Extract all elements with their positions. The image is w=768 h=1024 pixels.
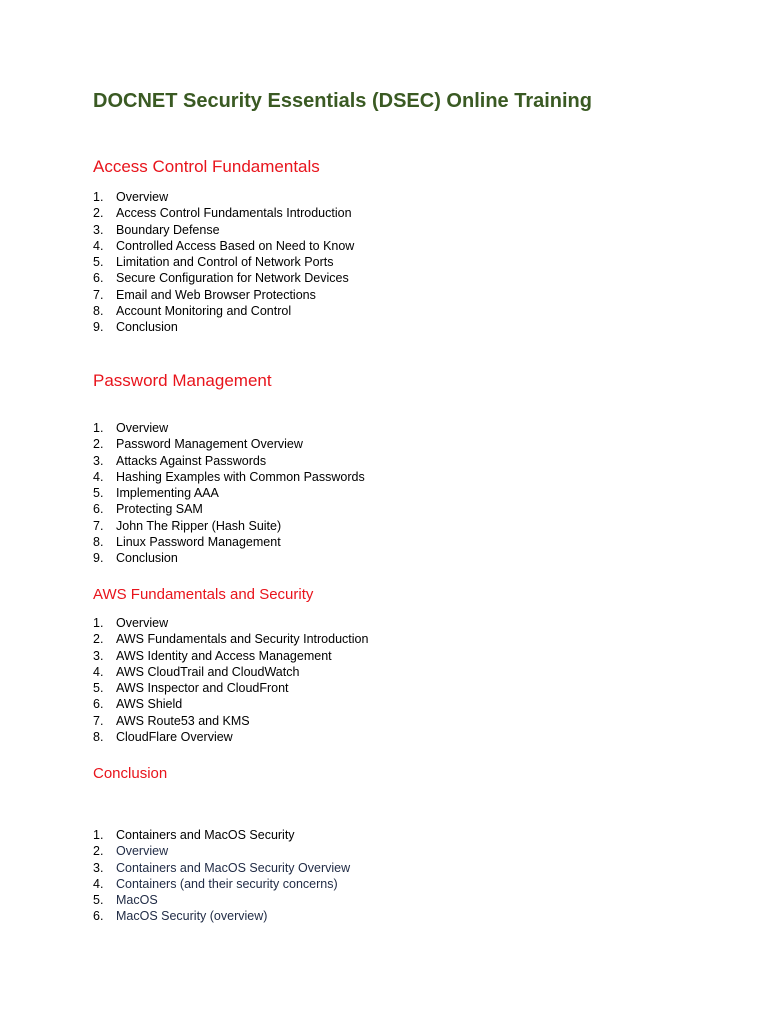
document-title: DOCNET Security Essentials (DSEC) Online Training <box>93 90 592 112</box>
list-item: 6. Protecting SAM <box>93 502 203 517</box>
section-heading-password-management: Password Management <box>93 371 272 390</box>
list-item: 9. Conclusion <box>93 551 178 565</box>
section-heading-aws: AWS Fundamentals and Security <box>93 586 314 603</box>
list-item: 2. Password Management Overview <box>93 437 303 452</box>
list-conclusion <box>93 827 350 925</box>
list-access-control <box>93 189 354 335</box>
list-item: 7. John The Ripper (Hash Suite) <box>93 518 282 533</box>
list-item: 1. Overview <box>93 616 169 630</box>
list-item: 1. Overview <box>93 190 169 204</box>
list-aws <box>93 615 368 745</box>
list-item: 4. Hashing Examples with Common Passwords <box>93 469 365 484</box>
list-item: 8. Account Monitoring and Control <box>93 303 292 318</box>
list-item: 9. Conclusion <box>93 320 178 334</box>
list-item: 8. Linux Password Management <box>93 534 281 549</box>
list-item: 3. AWS Identity and Access Management <box>93 648 332 663</box>
list-item: 5. AWS Inspector and CloudFront <box>93 681 289 695</box>
list-item: 6. MacOS Security (overview) <box>93 909 268 924</box>
list-password-management <box>93 420 365 566</box>
list-item: 4. AWS CloudTrail and CloudWatch <box>93 664 300 679</box>
list-item: 4. Containers (and their security concerns) <box>93 876 338 891</box>
list-item: 6. Secure Configuration for Network Devices <box>93 271 349 286</box>
list-item: 1. Containers and MacOS Security <box>93 828 295 842</box>
list-item: 3. Boundary Defense <box>93 222 220 237</box>
list-item: 5. MacOS <box>93 893 158 907</box>
list-item: 5. Implementing AAA <box>93 486 219 500</box>
list-item: 2. Access Control Fundamentals Introduction <box>93 206 352 221</box>
list-item: 8. CloudFlare Overview <box>93 729 233 744</box>
section-heading-conclusion: Conclusion <box>93 765 168 782</box>
list-item: 6. AWS Shield <box>93 697 183 712</box>
section-heading-access-control: Access Control Fundamentals <box>93 157 320 176</box>
list-item: 5. Limitation and Control of Network Ports <box>93 255 334 269</box>
list-item: 7. Email and Web Browser Protections <box>93 287 316 302</box>
list-item: 2. AWS Fundamentals and Security Introduction <box>93 632 369 647</box>
list-item: 2. Overview <box>93 844 169 859</box>
list-item: 3. Attacks Against Passwords <box>93 453 267 468</box>
list-item: 3. Containers and MacOS Security Overview <box>93 860 351 875</box>
list-item: 4. Controlled Access Based on Need to Know <box>93 238 355 253</box>
list-item: 1. Overview <box>93 421 169 435</box>
list-item: 7. AWS Route53 and KMS <box>93 713 250 728</box>
